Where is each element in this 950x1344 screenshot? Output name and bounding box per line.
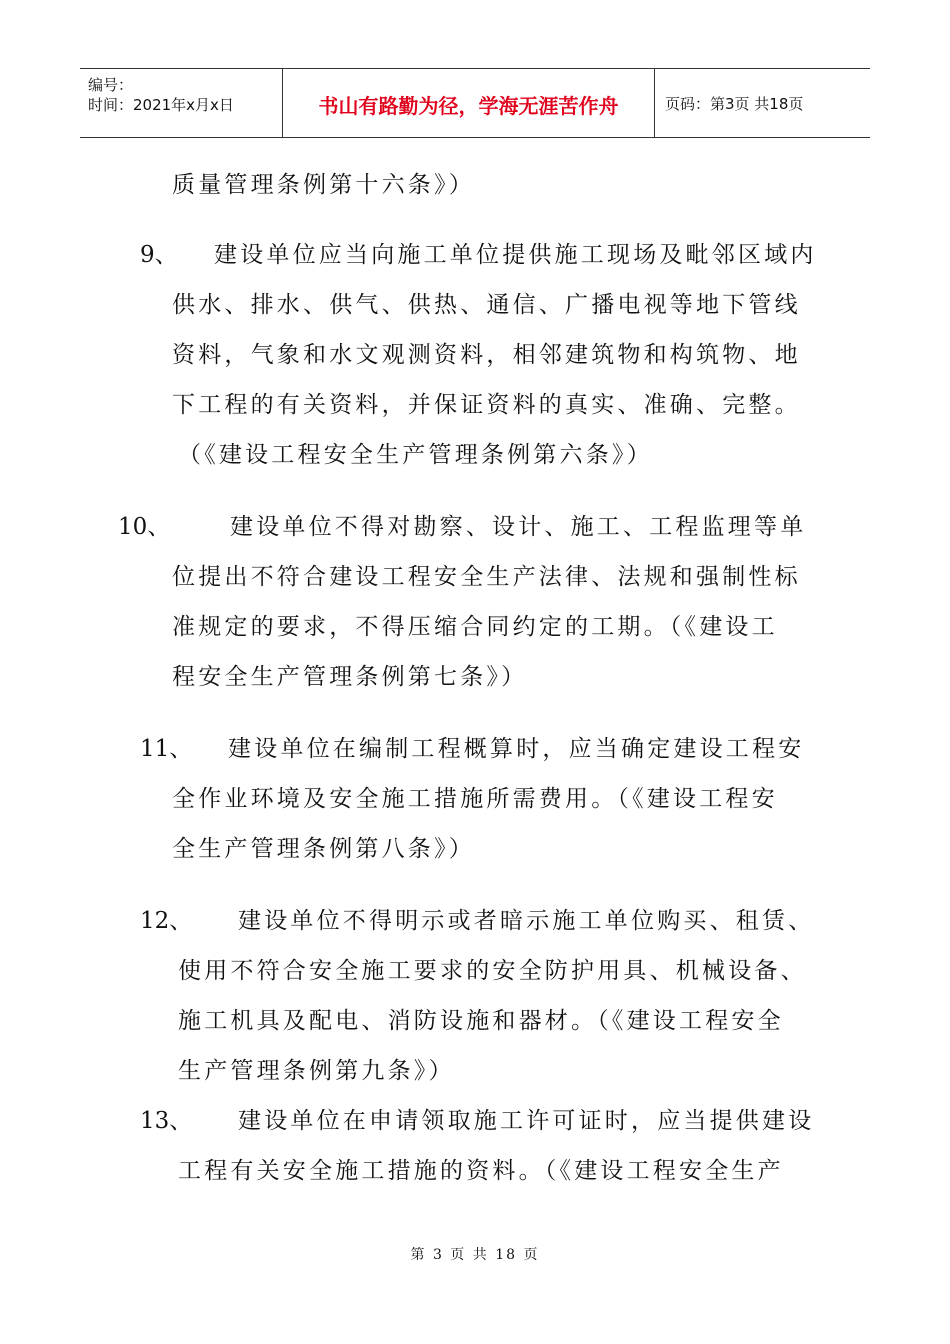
text-line: 建设单位在申请领取施工许可证时，应当提供建设 <box>238 1108 815 1134</box>
item-number: 10、 <box>118 514 171 540</box>
text-line: 下工程的有关资料，并保证资料的真实、准确、完整。 <box>172 392 801 418</box>
text-line: 资料，气象和水文观测资料，相邻建筑物和构筑物、地 <box>172 342 801 368</box>
item-number: 13、 <box>140 1108 193 1134</box>
text-line: 建设单位应当向施工单位提供施工现场及毗邻区域内 <box>214 242 817 268</box>
text-line: 建设单位不得对勘察、设计、施工、工程监理等单 <box>230 514 807 540</box>
item-number: 12、 <box>140 908 193 934</box>
date-label: 时间：2021年x月x日 <box>88 96 234 114</box>
item-number: 11、 <box>140 736 193 762</box>
text-line: 使用不符合安全施工要求的安全防护用具、机械设备、 <box>178 958 807 984</box>
page-header <box>80 68 870 138</box>
text-line: 生产管理条例第九条》） <box>178 1058 455 1084</box>
text-line: 质量管理条例第十六条》） <box>172 172 475 198</box>
text-line: 准规定的要求，不得压缩合同约定的工期。（《建设工 <box>172 614 778 640</box>
text-line: 建设单位在编制工程概算时，应当确定建设工程安 <box>228 736 805 762</box>
text-line: 施工机具及配电、消防设施和器材。（《建设工程安全 <box>178 1008 784 1034</box>
text-line: 建设单位不得明示或者暗示施工单位购买、租赁、 <box>238 908 815 934</box>
page-label: 页码：第3页 共18页 <box>665 95 804 113</box>
text-line: 全生产管理条例第八条》） <box>172 836 475 862</box>
text-line: 位提出不符合建设工程安全生产法律、法规和强制性标 <box>172 564 801 590</box>
text-line: （《建设工程安全生产管理条例第六条》） <box>178 442 653 468</box>
text-line: 供水、排水、供气、供热、通信、广播电视等地下管线 <box>172 292 801 318</box>
item-number: 9、 <box>140 242 178 268</box>
motto: 书山有路勤为径，学海无涯苦作舟 <box>283 69 655 137</box>
text-line: 全作业环境及安全施工措施所需费用。（《建设工程安 <box>172 786 778 812</box>
header-meta <box>80 69 283 137</box>
serial-label: 编号： <box>88 76 134 94</box>
page-footer: 第 3 页 共 18 页 <box>410 1247 540 1263</box>
text-line: 工程有关安全施工措施的资料。（《建设工程安全生产 <box>178 1158 784 1184</box>
text-line: 程安全生产管理条例第七条》） <box>172 664 528 690</box>
